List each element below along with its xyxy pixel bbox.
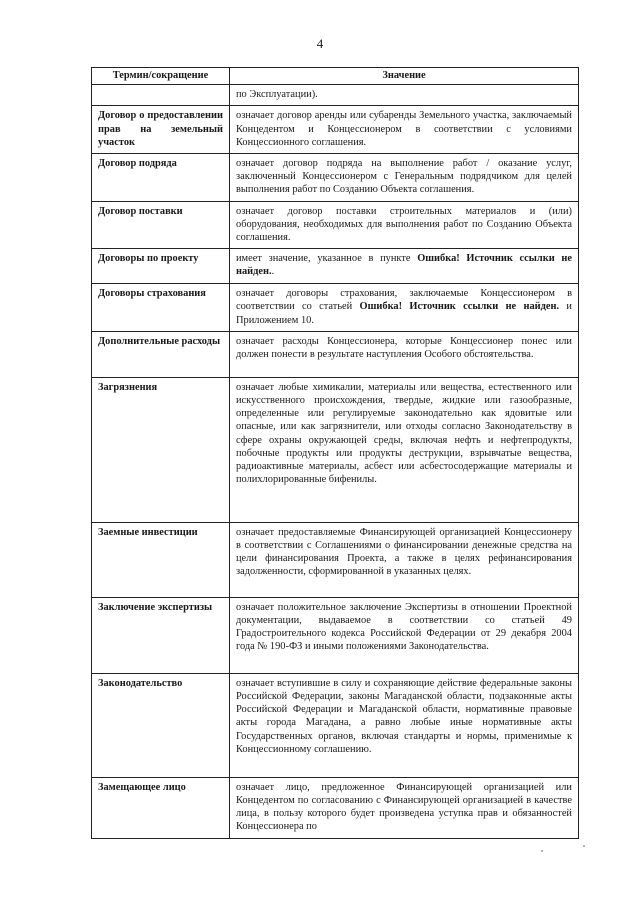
table-row [92, 284, 579, 332]
term-cell: Замещающее лицо [92, 777, 230, 838]
meaning-cell: означает любые химикалии, материалы или вещества, естественного или искусственного происхождения, твердые, жидкие или газообразные, определенные или регулируемые законодательно как ядовитые или опасные, или как загрязнители, или отходы согласно Законодательству в сфере охраны окружающей среды, включая нефть и нефтепродукты, побочные продукты или продукты деструкции, взрывчатые вещества, радиоактивные материалы, асбест или асбестосодержащие материалы и полихлорированные бифенилы. [230, 377, 579, 522]
meaning-cell [230, 284, 579, 332]
meaning-cell [230, 249, 579, 284]
meaning-text: имеет значение, указанное в пункте [236, 253, 418, 265]
table-row [92, 331, 579, 377]
term-cell: Дополнительные расходы [92, 331, 230, 377]
table-row [92, 154, 579, 202]
table-row-continuation [92, 85, 579, 106]
definitions-table [91, 67, 579, 839]
term-cell: Договор подряда [92, 154, 230, 202]
meaning-cell: означает положительное заключение Экспертизы в отношении Проектной документации, выдаваемое в соответствии со статьей 49 Градостроительного кодекса Российской Федерации от 29 декабря 2004 года № 190-ФЗ и иными положениями Законодательства. [230, 597, 579, 673]
header-term: Термин/сокращение [92, 68, 230, 85]
table-header-row [92, 68, 579, 85]
meaning-continuation: по Эксплуатации). [230, 85, 579, 106]
scan-speck [541, 850, 543, 852]
term-cell: Договоры по проекту [92, 249, 230, 284]
meaning-text-end: и Приложением 10. [236, 301, 572, 326]
meaning-cell: означает предоставляемые Финансирующей организацией Концессионеру в соответствии с Соглашениями о финансировании денежные средства на цели финансирования Проекта, а также в целях рефинансирования задолженности, сформированной в указанных целях. [230, 522, 579, 597]
meaning-text: означает договоры страхования, заключаемые Концессионером в соответствии со статьей [236, 288, 572, 313]
term-cell: Заключение экспертизы [92, 597, 230, 673]
meaning-cell: означает договор подряда на выполнение работ / оказание услуг, заключенный Концессионером с Генеральным подрядчиком для целей выполнения работ по Созданию Объекта соглашения. [230, 154, 579, 202]
table-row [92, 673, 579, 777]
table-row [92, 377, 579, 522]
table-row [92, 106, 579, 154]
meaning-cell: означает вступившие в силу и сохраняющие действие федеральные законы Российской Федерации, законы Магаданской области, подзаконные акты Российской Федерации и Магаданской области, нормативные правовые акты города Магадана, а равно любые иные нормативные акты Государственных органов, включая стандарты и нормы, применимые к Концессионному соглашению. [230, 673, 579, 777]
scan-speck [583, 845, 585, 847]
table-row [92, 777, 579, 838]
meaning-cell: означает договор аренды или субаренды Земельного участка, заключаемый Концедентом и Концессионером в соответствии с условиями Концессионного соглашения. [230, 106, 579, 154]
error-reference: Ошибка! Источник ссылки не найден. [359, 301, 560, 313]
term-cell: Загрязнения [92, 377, 230, 522]
term-cell-empty [92, 85, 230, 106]
meaning-cell: означает расходы Концессионера, которые Концессионер понес или должен понести в результате наступления Особого обстоятельства. [230, 331, 579, 377]
term-cell: Договоры страхования [92, 284, 230, 332]
term-cell: Законодательство [92, 673, 230, 777]
meaning-cell: означает лицо, предложенное Финансирующей организацией или Концедентом по согласованию с Финансирующей организацией в качестве лица, в пользу которого будет произведена уступка прав и обязанностей Концессионера по [230, 777, 579, 838]
table-row [92, 201, 579, 249]
term-cell: Договор поставки [92, 201, 230, 249]
header-meaning: Значение [230, 68, 579, 85]
error-reference: Ошибка! Источник ссылки не найден. [236, 253, 572, 278]
page-number: 4 [316, 36, 324, 51]
meaning-text-end: . [271, 266, 275, 278]
table-row [92, 597, 579, 673]
term-cell: Заемные инвестиции [92, 522, 230, 597]
meaning-cell: означает договор поставки строительных материалов и (или) оборудования, необходимых для выполнения работ по Созданию Объекта соглашения. [230, 201, 579, 249]
table-row [92, 249, 579, 284]
table-row [92, 522, 579, 597]
term-cell: Договор о предоставлении прав на земельный участок [92, 106, 230, 154]
